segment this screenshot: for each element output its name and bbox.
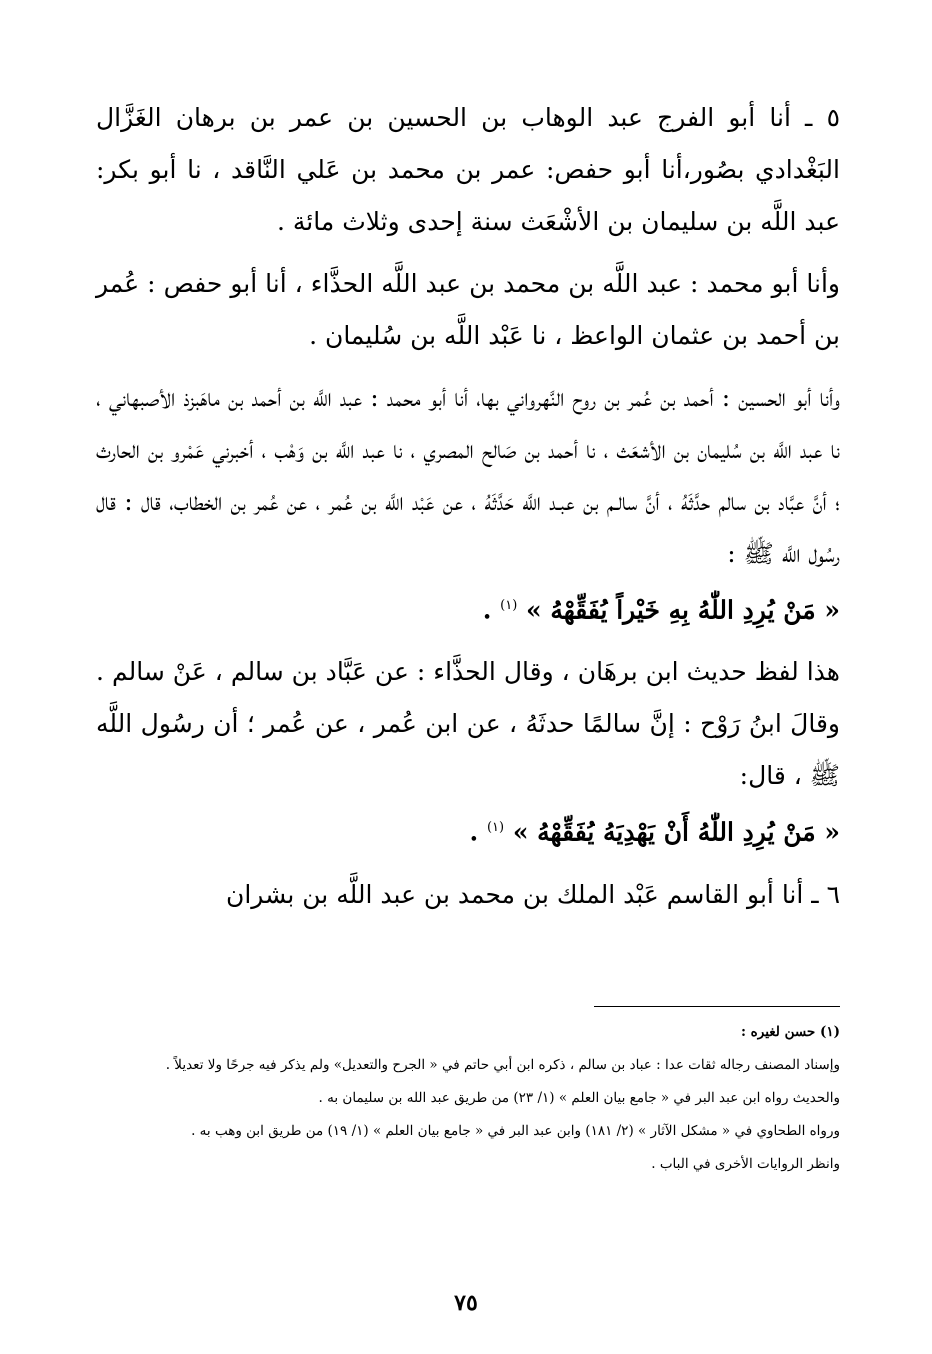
paragraph-commentary: هذا لفظ حديث ابن برهَان ، وقال الحذَّاء : عن عَبَّاد بن سالم ، عَنْ سالم . وقالَ ابنُ رَوْح : إنَّ سالمًا حدثَهُ ، عن ابن عُمر ، عن عُمر ؛ أن رسُول اللَّه ﷺ ، قال: [96,657,840,791]
hadith-1-tail: . [482,595,501,625]
footnote-title: (١) حسن لغيره : [740,1024,840,1040]
paragraph-hadith-5-chain: ٥ ـ أنا أبو الفرج عبد الوهاب بن الحسين بن عمر بن برهان الغَزَّال البَغْدادي بصُور،أنا أبو حفص: عمر بن محمد بن عَلي النَّاقد ، نا أبو بكر: عبد اللَّه بن سليمان بن الأشْعَث سنة إحدى وثلاث مائة . [96,103,840,236]
hadith-text-2 [96,802,840,858]
paragraph-hadith-6-chain: ٦ ـ أنا أبو القاسم عَبْد الملك بن محمد بن عبد اللَّه بن بشران [225,879,840,909]
paragraph-chain-abu-al-husayn: وأنا أبو الحسين : أحمد بن عُمر بن روح النَّهرواني بها، أنا أبو محمد : عبد اللَّه بن أحمد بن ماهَبزذ الأصبهاني ، نا عبد اللَّه بن سُليمان بن الأشعَث ، نا أحمد بن صَالح المصري ، نا عبد اللَّه بن وَهْب ، أخبرني عَمْرو بن الحارث ؛ أنَّ عبَّاد بن سالم حدَّثَهُ ، أنَّ سالـم بن عبـد اللَّه حَدَّثَهُ ، عن عَبْد اللَّه بن عُمر ، عن عُمر بن الخطاب، قال : قال رسُول اللَّه ﷺ : [96,383,840,568]
hadith-1-quote: « مَنْ يُرِدِ اللّٰهُ بِهِ خَيْراً يُفَقِّهْهُ » [525,595,840,625]
footnote-divider [594,1006,840,1007]
hadith-text-1 [96,580,840,636]
hadith-2-tail: . [469,817,487,847]
footnote-line: والحديث رواه ابن عبد البر في « جامع بيان العلم » (١/ ٢٣) من طريق عبد الله بن سليمان به . [318,1090,840,1106]
footnote-line: وإسناد المصنف رجاله ثقات عدا : عباد بن سالم ، ذكره ابن أبي حاتم في « الجرح والتعديل» ولم يذكر فيه جرحًا ولا تعديلاً . [165,1057,840,1073]
main-text [96,92,840,921]
footnote-ref-1: (١) [500,598,518,613]
footnotes [96,1016,840,1181]
hadith-2-quote: « مَنْ يُرِدِ اللّٰهُ أَنْ يَهْدِيَهُ يُفَقِّهْهُ » [512,817,840,847]
footnote-ref-2: (١) [486,820,505,836]
footnote-line: ورواه الطحاوي في « مشكل الآثار » (٢/ ١٨١) وابن عبد البر في « جامع بيان العلم » (١/ ١٩) من طريق ابن وهب به . [191,1123,840,1139]
footnote-line: وانظر الروايات الأخرى في الباب . [651,1156,840,1172]
paragraph-chain-abu-muhammad: وأنا أبو محمد : عبد اللَّه بن محمد بن عبد اللَّه الحذَّاء ، أنا أبو حفص : عُمر بن أحمد بن عثمان الواعظ ، نا عَبْد اللَّه بن سُليمان . [96,269,840,350]
page-number: ٧٥ [454,1290,478,1316]
